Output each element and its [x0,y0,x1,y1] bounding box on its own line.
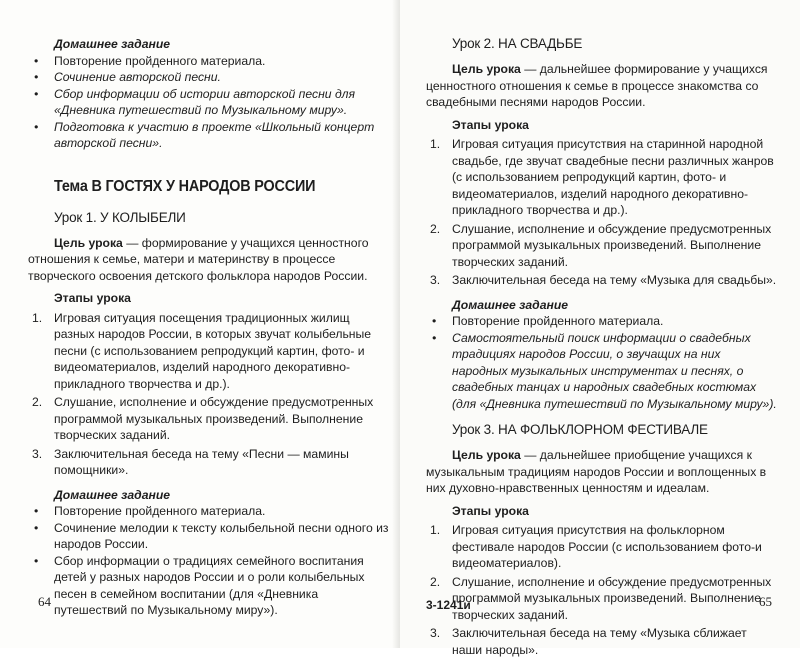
theme-heading [54,178,356,196]
stage-item [426,136,778,219]
theme-title: В ГОСТЯХ У НАРОДОВ РОССИИ [91,177,316,195]
stage-item [426,574,778,624]
stages-list [426,522,778,658]
lesson-title: Урок 3. НА ФОЛЬКЛОРНОМ ФЕСТИВАЛЕ [452,422,708,437]
stage-number: 1. [32,310,43,325]
page-number: 65 [759,594,772,609]
stages-list [426,136,778,289]
lesson-title: Урок 2. НА СВАДЬБЕ [452,36,583,51]
homework-item: • Повторение пройденного материала. [28,503,390,520]
stage-text: Заключительная беседа на тему «Музыка сближает наши народы». [452,626,747,657]
stage-text: Игровая ситуация присутствия на старинной народной свадьбе, где звучат свадебные песни различных жанров (с использованием репродукций картин, фото- и видеоматериалов, изделий народного декоративно-прикладного творчества и др.). [452,137,774,217]
goal-label: Цель урока [452,62,521,76]
stage-item [426,625,778,658]
stage-text: Игровая ситуация посещения традиционных жилищ разных народов России, в которых звучат колыбельные песни (с использованием репродукций картин, фото- и видеоматериалов, изделий народного декоративно-прикладного творчества и др.). [54,310,372,391]
stage-text: Слушание, исполнение и обсуждение предусмотренных программой музыкальных произведений. Выполнение творческих заданий. [452,221,772,269]
homework-list [28,503,390,619]
homework-item: • Подготовка к участию в проекте «Школьный концерт авторской песни». [28,119,390,152]
stage-text: Заключительная беседа на тему «Музыка для свадьбы». [452,273,777,287]
stages-list [28,310,390,479]
homework-item: • Сбор информации о традициях семейного воспитания детей у разных народов России и о роли колыбельных песен в семейном воспитании (для «Дневника путешествий по Музыкальному миру»). [28,553,390,619]
homework-list [28,53,390,152]
stages-title: Этапы урока [452,503,529,518]
goal-label: Цель урока [452,448,521,462]
homework-item: • Повторение пройденного материала. [28,53,390,70]
goal-text: — дальнейшее формирование у учащихся ценностного отношения к семье в процессе знакомства со свадебными песнями народов России. [426,62,768,109]
homework-item: • Сочинение мелодии к тексту колыбельной песни одного из народов России. [28,520,390,553]
homework-item: • Сбор информации об истории авторской песни для «Дневника путешествий по Музыкальному миру». [28,86,390,119]
goal-text: — дальнейшее приобщение учащихся к музыкальным традициям народов России и воплощенных в них духовно-нравственных ценностям и идеалам. [426,448,767,495]
stage-item [426,522,778,572]
stage-number: 1. [430,523,441,537]
theme-prefix: Тема [54,177,88,195]
goal-label: Цель урока [54,235,123,250]
homework-title: Домашнее задание [452,297,569,312]
stage-item [28,394,390,444]
stage-item [28,446,390,479]
stage-item [426,272,778,289]
stage-number: 2. [32,395,43,409]
right-page [400,0,800,657]
stage-number: 3. [430,273,441,287]
lesson-goal [426,447,778,497]
homework-list [426,313,778,412]
stage-text: Слушание, исполнение и обсуждение предусмотренных программой музыкальных произведений. Выполнение творческих заданий. [452,574,772,622]
stage-number: 2. [430,221,441,236]
stage-text: Заключительная беседа на тему «Песни — мамины помощники». [54,446,349,477]
lesson-goal [28,235,390,285]
stage-item [28,310,390,393]
page-number: 64 [38,594,51,609]
stage-text: Слушание, исполнение и обсуждение предусмотренных программой музыкальных произведений. Выполнение творческих заданий. [54,395,374,442]
stages-title: Этапы урока [54,291,131,305]
stage-item [426,221,778,271]
stage-number: 3. [430,626,441,640]
goal-text: — формирование у учащихся ценностного отношения к семье, матери и материнству в процессе творческого освоения детского фольклора народов России. [28,235,369,283]
homework-title: Домашнее задание [54,487,171,502]
homework-item: • Повторение пройденного материала. [426,313,778,330]
stage-number: 3. [32,446,43,461]
stages-title: Этапы урока [452,117,529,132]
lesson-goal [426,61,778,111]
stage-number: 1. [430,137,441,151]
homework-item: • Сочинение авторской песни. [28,69,390,86]
homework-title: Домашнее задание [54,37,171,51]
lesson-title: Урок 1. У КОЛЫБЕЛИ [54,209,186,225]
stage-number: 2. [430,574,441,589]
stage-text: Игровая ситуация присутствия на фольклорном фестивале народов России (с использованием фото-и видеоматериалов). [452,523,762,570]
homework-item: • Самостоятельный поиск информации о свадебных традициях народов России, о звучащих на них народных музыкальных инструментах и песнях, о свадебных танцах и народных свадебных костюмах (для «Дневника путешествий по Музыкальному миру»). [426,330,778,413]
print-signature: 3-1241и [426,598,471,612]
left-page [0,0,400,648]
